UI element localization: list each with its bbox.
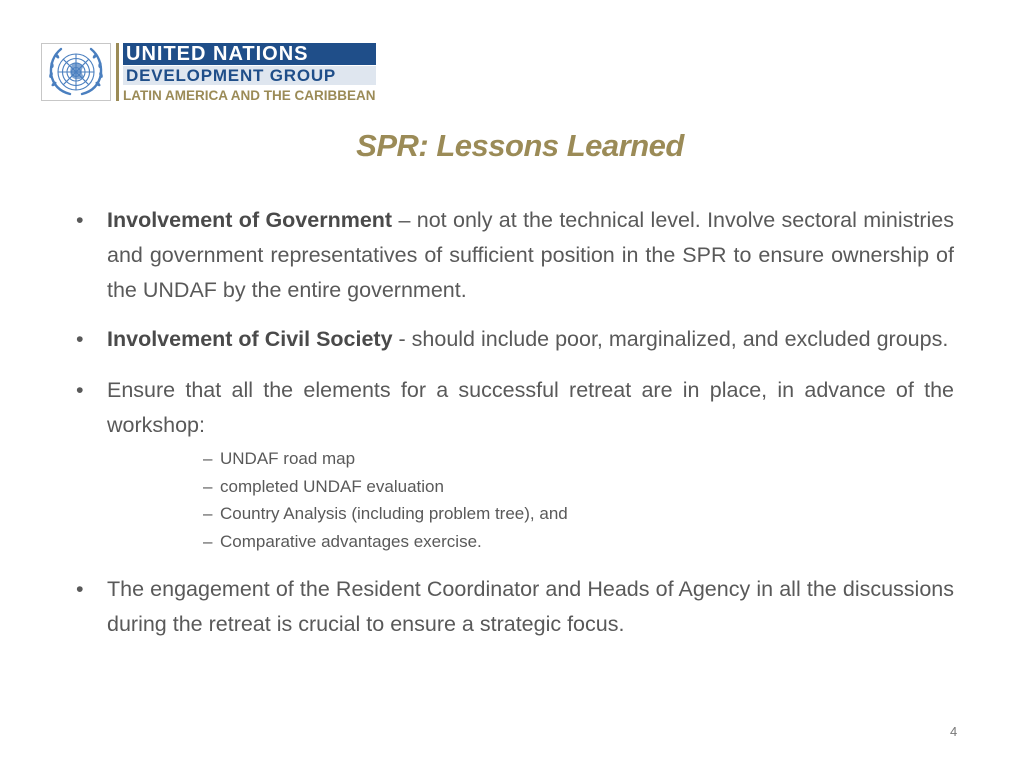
sub-list (203, 445, 954, 555)
org-region: LATIN AMERICA AND THE CARIBBEAN (123, 88, 376, 103)
bullet-item (76, 572, 954, 642)
slide-title: SPR: Lessons Learned (356, 128, 684, 163)
sub-item-text: Country Analysis (including problem tree), and (220, 504, 568, 523)
sub-item (203, 500, 954, 528)
slide-body (76, 203, 954, 642)
dash-icon: – (203, 531, 213, 551)
sub-item (203, 445, 954, 473)
sub-item (203, 473, 954, 501)
org-name-line1: UNITED NATIONS (123, 43, 376, 65)
bullet-text: - should include poor, marginalized, and excluded groups. (392, 327, 949, 351)
bullet-icon: • (76, 327, 84, 351)
dash-icon: – (203, 504, 213, 523)
un-logo (41, 43, 376, 105)
sub-item-text: completed UNDAF evaluation (220, 476, 444, 496)
dash-icon: – (203, 476, 213, 496)
bullet-item (76, 373, 954, 443)
sub-item-text: UNDAF road map (220, 449, 356, 468)
dash-icon: – (203, 449, 213, 468)
bullet-item (76, 203, 954, 308)
sub-item (203, 528, 954, 556)
bullet-icon: • (76, 208, 84, 232)
bullet-heading: Involvement of Civil Society (107, 327, 393, 351)
bullet-text: The engagement of the Resident Coordinator and Heads of Agency in all the discussions during the retreat is crucial to ensure a strategic focus. (107, 577, 954, 636)
sub-item-text: Comparative advantages exercise. (220, 531, 482, 551)
bullet-text: Ensure that all the elements for a successful retreat are in place, in advance of the workshop: (107, 378, 954, 437)
org-name-line2: DEVELOPMENT GROUP (123, 66, 376, 85)
bullet-icon: • (76, 378, 84, 402)
logo-divider (116, 43, 119, 101)
bullet-icon: • (76, 577, 84, 601)
org-name (123, 43, 376, 105)
bullet-text: – not only at the technical level. Involve sectoral ministries and government representatives of sufficient position in the SPR to ensure ownership of the UNDAF by the entire government. (107, 208, 954, 302)
un-emblem-icon (41, 43, 111, 101)
bullet-heading: Involvement of Government (107, 208, 393, 232)
page-number: 4 (950, 724, 958, 739)
bullet-item (76, 322, 954, 357)
